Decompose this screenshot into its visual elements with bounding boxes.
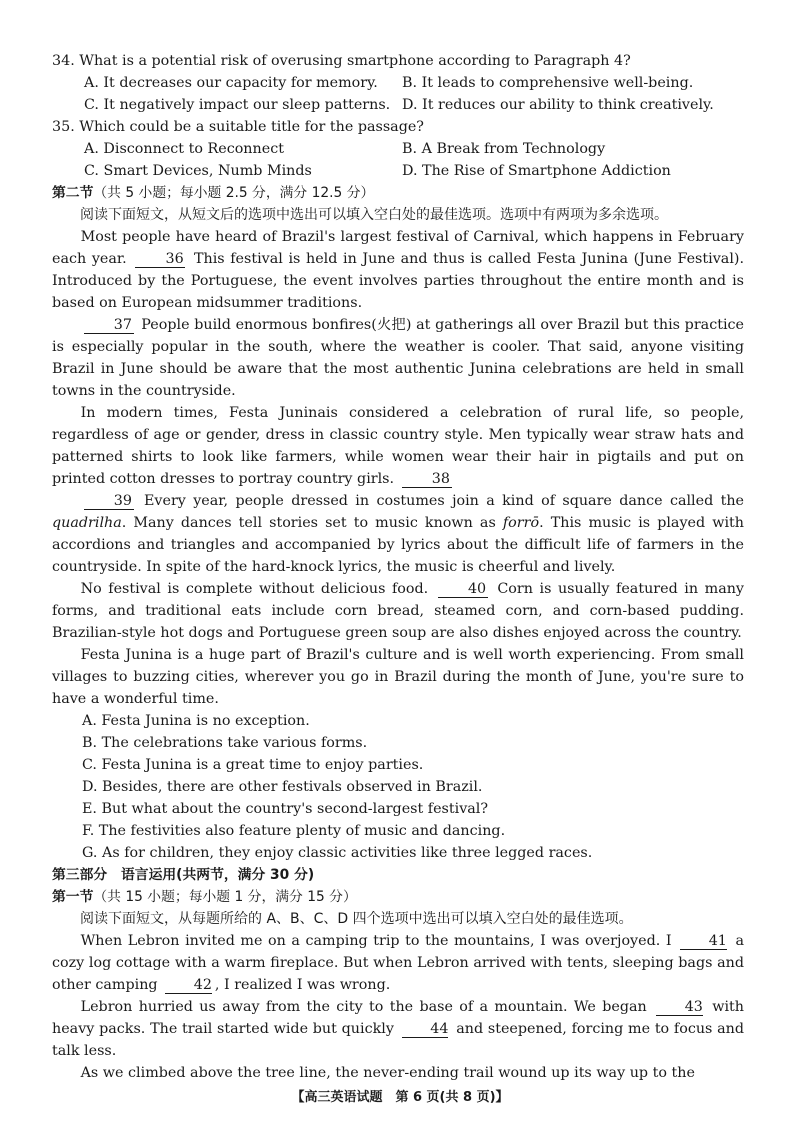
q34-option-a[interactable]: A. It decreases our capacity for memory.	[84, 75, 378, 91]
page-footer: 【高三英语试题 第 6 页(共 8 页)】	[291, 1090, 509, 1105]
q35-option-c[interactable]: C. Smart Devices, Numb Minds	[84, 163, 312, 179]
q35-option-d[interactable]: D. The Rise of Smartphone Addiction	[402, 163, 671, 179]
question-34-stem: 34. What is a potential risk of overusing smartphone according to Paragraph 4?	[52, 53, 631, 69]
passage-1-paragraph-3: In modern times, Festa Juninais considered a celebration of rural life, so people, regardless of age or gender, dress in classic country style. Men typically wear straw hats and patterned shirts to look like farmers, while women wear their hair in pigtails and put on printed cotton dresses to portray country girls. 38	[52, 405, 744, 487]
term-quadrilha: quadrilha	[52, 515, 122, 531]
choice-g[interactable]: G. As for children, they enjoy classic activities like three legged races.	[82, 845, 593, 861]
section-2-heading: 第二节（共 5 小题；每小题 2.5 分，满分 12.5 分）	[52, 185, 375, 201]
choice-e[interactable]: E. But what about the country's second-largest festival?	[82, 801, 489, 817]
passage-1-paragraph-6: Festa Junina is a huge part of Brazil's culture and is well worth experiencing. From small villages to buzzing cities, wherever you go in Brazil during the month of June, you're sure to have a wonderful time.	[52, 647, 744, 707]
exam-page	[52, 50, 744, 1084]
blank-42[interactable]: 42	[165, 977, 212, 994]
choice-a[interactable]: A. Festa Junina is no exception.	[82, 713, 310, 729]
q34-option-b[interactable]: B. It leads to comprehensive well-being.	[402, 75, 694, 91]
section-2-instruction: 阅读下面短文，从短文后的选项中选出可以填入空白处的最佳选项。选项中有两项为多余选项。	[80, 207, 668, 223]
question-35	[52, 116, 744, 182]
blank-36[interactable]: 36	[135, 251, 185, 268]
blank-44[interactable]: 44	[402, 1021, 449, 1038]
passage-1-paragraph-4: 39 Every year, people dressed in costumes join a kind of square dance called the quadrilha. Many dances tell stories set to music known as forrō. This music is played with accordions and triangles and accompanied by lyrics about the difficult life of farmers in the countryside. In spite of the hard-knock lyrics, the music is cheerful and lively.	[52, 493, 745, 575]
question-35-stem: 35. Which could be a suitable title for the passage?	[52, 119, 424, 135]
question-34	[52, 50, 744, 116]
passage-camping	[52, 930, 744, 1084]
q35-option-b[interactable]: B. A Break from Technology	[402, 141, 606, 157]
passage-1-paragraph-1: Most people have heard of Brazil's largest festival of Carnival, which happens in February each year. 36 This festival is held in June and thus is called Festa Junina (June Festival). Introduced by the Portuguese, the event involves parties throughout the entire month and is based on European midsummer traditions.	[52, 229, 745, 311]
part-3-section-1-heading: 第一节（共 15 小题；每小题 1 分，满分 15 分）	[52, 889, 357, 905]
choice-f[interactable]: F. The festivities also feature plenty of music and dancing.	[82, 823, 506, 839]
part-3-instruction: 阅读下面短文，从每题所给的 A、B、C、D 四个选项中选出可以填入空白处的最佳选项。	[80, 911, 633, 927]
answer-choices	[52, 710, 744, 864]
choice-b[interactable]: B. The celebrations take various forms.	[82, 735, 368, 751]
part-3-heading: 第三部分 语言运用(共两节，满分 30 分)	[52, 867, 315, 883]
q35-option-a[interactable]: A. Disconnect to Reconnect	[84, 141, 284, 157]
blank-37[interactable]: 37	[84, 317, 134, 334]
blank-38[interactable]: 38	[402, 471, 452, 488]
choice-c[interactable]: C. Festa Junina is a great time to enjoy parties.	[82, 757, 424, 773]
choice-d[interactable]: D. Besides, there are other festivals observed in Brazil.	[82, 779, 483, 795]
passage-1-paragraph-5: No festival is complete without delicious food. 40 Corn is usually featured in many forms, and traditional eats include corn bread, steamed corn, and corn-based pudding. Brazilian-style hot dogs and Portuguese green soup are also dishes enjoyed across the country.	[52, 581, 744, 641]
blank-41[interactable]: 41	[680, 933, 727, 950]
blank-43[interactable]: 43	[656, 999, 703, 1016]
passage-2-paragraph-1: When Lebron invited me on a camping trip to the mountains, I was overjoyed. I 41 a cozy log cottage with a warm fireplace. But when Lebron arrived with tents, sleeping bags and other camping 42 , I realized I was wrong.	[52, 933, 744, 993]
q34-option-c[interactable]: C. It negatively impact our sleep patterns.	[84, 97, 391, 113]
blank-39[interactable]: 39	[84, 493, 134, 510]
passage-2-paragraph-3: As we climbed above the tree line, the never-ending trail wound up its way up to the	[80, 1065, 695, 1081]
passage-1-paragraph-2: 37 People build enormous bonfires(火把) at gatherings all over Brazil but this practice is especially popular in the south, where the weather is cooler. That said, anyone visiting Brazil in June should be aware that the most authentic Junina celebrations are held in small towns in the countryside.	[52, 317, 744, 399]
q34-option-d[interactable]: D. It reduces our ability to think creatively.	[402, 97, 714, 113]
blank-40[interactable]: 40	[438, 581, 488, 598]
term-forro: forrō	[502, 515, 540, 531]
passage-2-paragraph-2: Lebron hurried us away from the city to the base of a mountain. We began 43 with heavy packs. The trail started wide but quickly 44 and steepened, forcing me to focus and talk less.	[52, 999, 745, 1059]
passage-festa-junina	[52, 226, 744, 710]
